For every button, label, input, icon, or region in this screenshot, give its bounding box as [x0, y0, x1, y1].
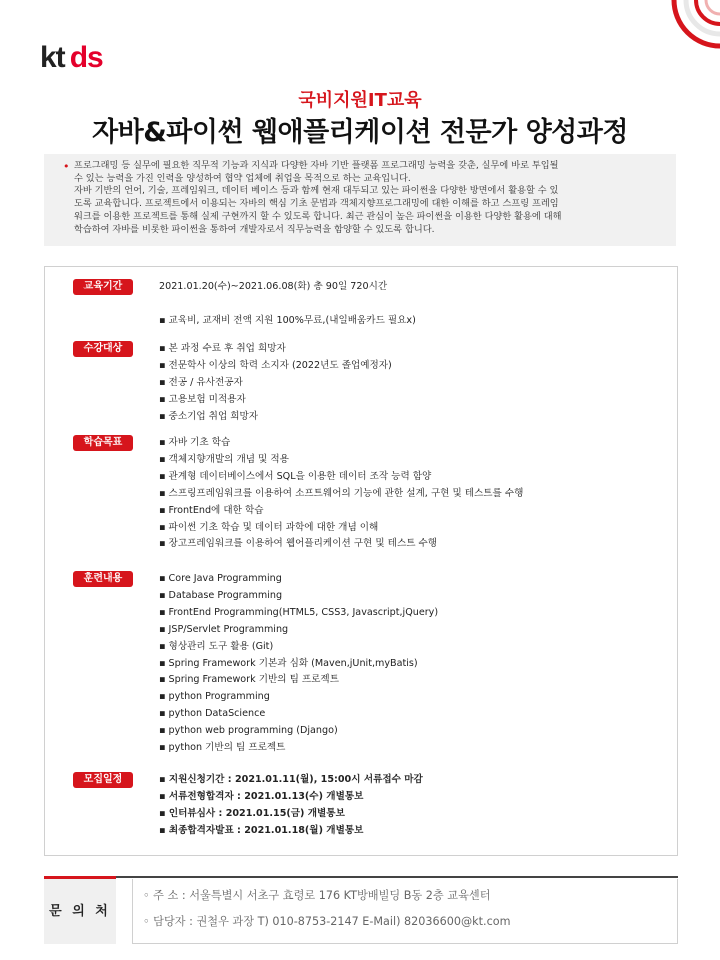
page-title: 자바&파이썬 웹애플리케이션 전문가 양성과정	[92, 117, 628, 148]
intro-line: 수 있는 능력을 가진 인력을 양성하여 협약 업체에 취업을 목적으로 하는 교육입니다.	[74, 172, 411, 184]
intro-line: 도록 교육합니다. 프로젝트에서 이용되는 자바의 핵심 기초 문법과 객체지향프로그래밍에 대한 이해를 하고 스프링 프레임	[74, 198, 559, 210]
list-item	[159, 296, 416, 313]
list-item: ▪ 스프링프레임워크를 이용하여 소프트웨어의 기능에 관한 설계, 구현 및 테스트를 수행	[159, 487, 524, 499]
goals-rows	[159, 435, 523, 553]
list-item: ▪ 최종합격자발표 : 2021.01.18(월) 개별통보	[159, 824, 364, 836]
list-item: ▪ Database Programming	[159, 589, 283, 601]
list-item: ▪ 본 과정 수료 후 취업 희망자	[159, 343, 286, 354]
intro-box	[44, 154, 676, 246]
list-item: ▪ 인터뷰심사 : 2021.01.15(금) 개별통보	[159, 807, 345, 819]
period-rows	[159, 279, 416, 330]
course-details-panel	[44, 266, 678, 856]
kt-ds-logo	[40, 41, 103, 75]
target-rows	[159, 341, 392, 426]
list-item: ▪ 중소기업 취업 희망자	[159, 410, 259, 422]
training-rows	[159, 571, 438, 757]
list-item: ▪ 전공 / 유사전공자	[159, 376, 243, 388]
list-item: ▪ JSP/Servlet Programming	[159, 623, 289, 635]
section-tag-period: 교육기간	[73, 279, 133, 295]
page-subtitle: 국비지원IT교육	[298, 90, 422, 111]
contact-box	[44, 876, 678, 944]
list-item: ▪ 지원신청기간 : 2021.01.11(월), 15:00시 서류접수 마감	[159, 774, 423, 785]
intro-line: 워크를 이용한 프로젝트를 통해 실제 구현까지 할 수 있도록 합니다. 최근 관심이 높은 파이썬을 이용한 다양한 활용에 대해	[74, 210, 562, 222]
list-item: ▪ 자바 기초 학습	[159, 437, 231, 448]
intro-line: 자바 기반의 언어, 기술, 프레임워크, 데이터 베이스 등과 함께 현재 대두되고 있는 파이썬을 다양한 방면에서 활용할 수 있	[74, 185, 559, 197]
list-item: ▪ 고용보험 미적용자	[159, 393, 246, 405]
section-tag-training: 훈련내용	[73, 571, 133, 587]
list-item: 2021.01.20(수)~2021.06.08(화) 총 90일 720시간	[159, 281, 388, 292]
schedule-rows	[159, 772, 423, 840]
decorative-arc-icon	[660, 0, 720, 60]
list-item: ▪ Spring Framework 기본과 심화 (Maven,jUnit,myBatis)	[159, 657, 418, 669]
list-item: ▪ FrontEnd Programming(HTML5, CSS3, Javascript,jQuery)	[159, 606, 439, 618]
contact-divider	[44, 876, 678, 878]
section-tag-target: 수강대상	[73, 341, 133, 357]
list-item: ▪ 교육비, 교재비 전액 지원 100%무료,(내일배움카드 필요x)	[159, 314, 416, 326]
list-item: ▪ python 기반의 팀 프로젝트	[159, 742, 286, 754]
list-item: ▪ python DataScience	[159, 708, 266, 720]
logo-kt: kt	[40, 41, 65, 74]
list-item: ▪ 형상관리 도구 활용 (Git)	[159, 640, 274, 652]
list-item: ▪ FrontEnd에 대한 학습	[159, 504, 264, 516]
intro-line: 학습하여 자바를 비롯한 파이썬을 통하여 개발자로서 직무능력을 함양할 수 있도록 합니다.	[74, 223, 435, 235]
list-item: ▪ 서류전형합격자 : 2021.01.13(수) 개별통보	[159, 790, 364, 802]
contact-address: ◦ 주 소 : 서울특별시 서초구 효령로 176 KT방배빌딩 B동 2층 교육센터	[143, 889, 491, 902]
logo-ds: ds	[69, 41, 103, 74]
section-tag-goals: 학습목표	[73, 435, 133, 451]
list-item: ▪ 파이썬 기초 학습 및 데이터 과학에 대한 개념 이해	[159, 521, 379, 533]
list-item: ▪ Spring Framework 기반의 팀 프로젝트	[159, 674, 339, 686]
contact-label: 문 의 처	[44, 879, 116, 944]
intro-bullet: •	[63, 160, 70, 173]
list-item: ▪ 전문학사 이상의 학력 소지자 (2022년도 졸업예정자)	[159, 359, 392, 371]
list-item: ▪ 장고프레임워크를 이용하여 웹어플리케이션 구현 및 테스트 수행	[159, 538, 438, 550]
intro-line: 프로그래밍 등 실무에 필요한 직무적 기능과 지식과 다양한 자바 기반 플랫폼 프로그래밍 능력을 갖춘, 실무에 바로 투입될	[74, 160, 559, 171]
list-item: ▪ 객체지향개발의 개념 및 적용	[159, 453, 289, 465]
list-item: ▪ 관계형 데이터베이스에서 SQL을 이용한 데이터 조작 능력 함양	[159, 470, 432, 482]
list-item: ▪ Core Java Programming	[159, 573, 282, 584]
contact-manager[interactable]: ◦ 담당자 : 권철우 과장 T) 010-8753-2147 E-Mail) 82036600@kt.com	[143, 915, 511, 928]
list-item: ▪ python web programming (Django)	[159, 725, 338, 737]
list-item: ▪ python Programming	[159, 691, 270, 703]
section-tag-schedule: 모집일정	[73, 772, 133, 788]
contact-info	[132, 879, 678, 944]
